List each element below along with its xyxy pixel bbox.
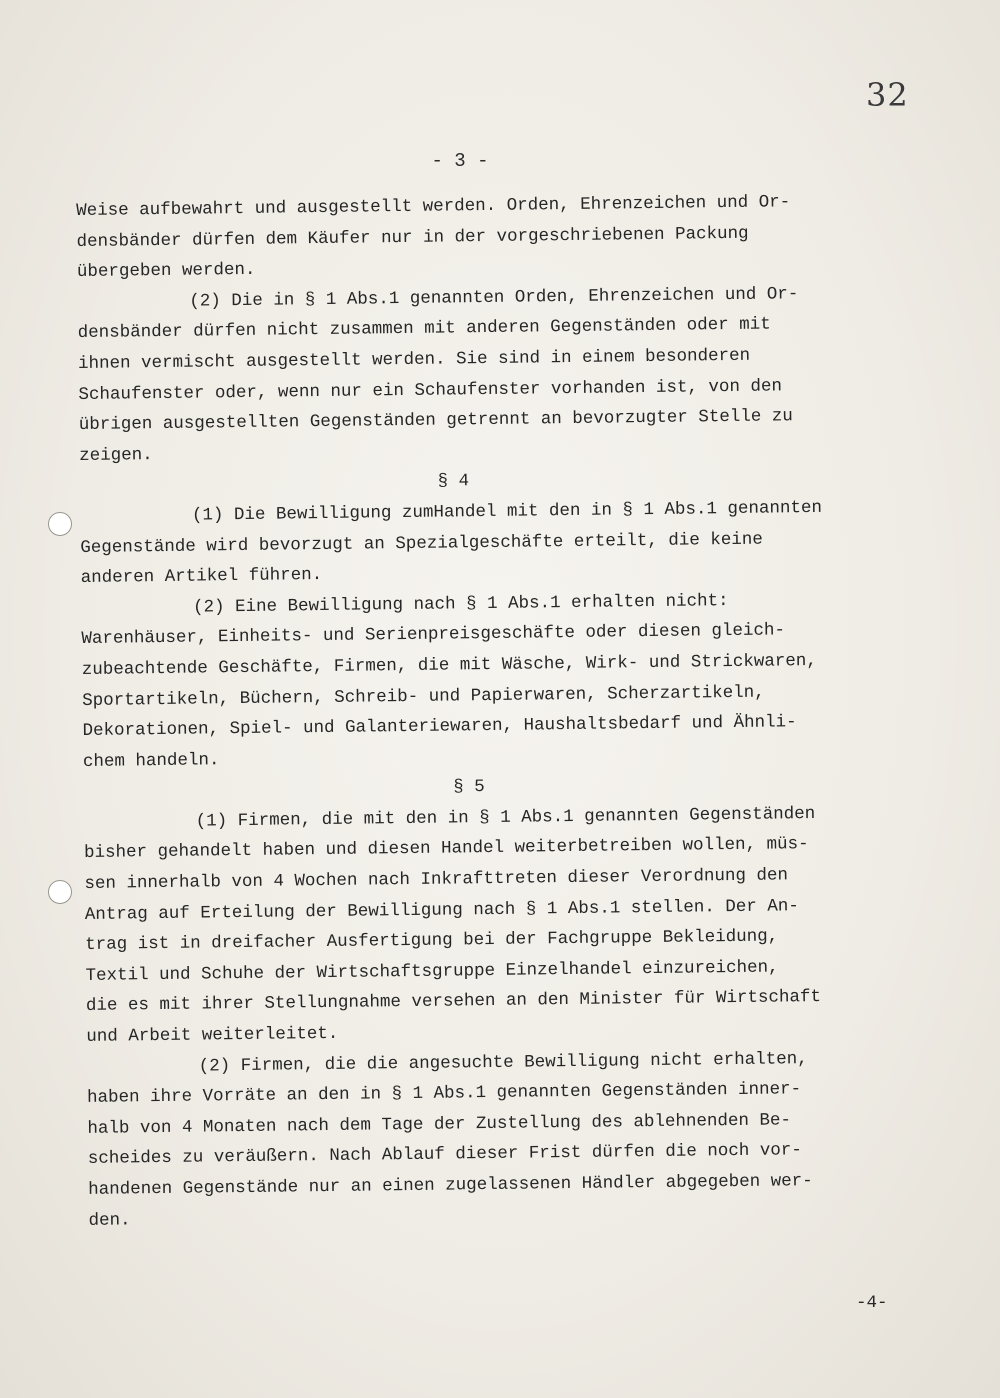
page-number: 32 [866, 76, 909, 114]
text-line: zubeachtende Geschäfte, Firmen, die mit Wäsche, Wirk- und Strickwaren, [81, 650, 817, 680]
paragraph-start: (2) Die in § 1 Abs.1 genannten Orden, Ehrenzeichen und Or- [189, 283, 799, 312]
paragraph-start: (2) Eine Bewilligung nach § 1 Abs.1 erhalten nicht: [192, 590, 729, 618]
text-line: densbänder dürfen dem Käufer nur in der vorgeschriebenen Packung [76, 223, 749, 252]
text-line: zeigen. [79, 444, 153, 466]
text-line: Schaufenster oder, wenn nur ein Schaufenster vorhanden ist, von den [78, 375, 783, 405]
paragraph-start: (1) Die Bewilligung zumHandel mit den in § 1 Abs.1 genannten [191, 497, 823, 526]
text-line: und Arbeit weiterleitet. [86, 1023, 339, 1047]
text-line: anderen Artikel führen. [80, 565, 323, 589]
section-heading-5: § 5 [453, 777, 485, 798]
text-line: haben ihre Vorräte an den in § 1 Abs.1 genannten Gegenständen inner- [86, 1079, 802, 1109]
text-line: densbänder dürfen nicht zusammen mit anderen Gegenständen oder mit [77, 314, 771, 344]
text-line: Gegenstände wird bevorzugt an Spezialgeschäfte erteilt, die keine [80, 529, 763, 558]
text-line: sen innerhalb von 4 Wochen nach Inkrafttreten dieser Verordnung den [84, 865, 789, 895]
text-line: trag ist in dreifacher Ausfertigung bei der Fachgruppe Bekleidung, [85, 926, 779, 956]
text-line: Weise aufbewahrt und ausgestellt werden. Orden, Ehrenzeichen und Or- [76, 192, 791, 221]
punch-hole-lower [48, 880, 72, 904]
text-line: Dekorationen, Spiel- und Galanteriewaren, Haushaltsbedarf und Ähnli- [82, 712, 797, 742]
text-line: Antrag auf Erteilung der Bewilligung nach § 1 Abs.1 stellen. Der An- [84, 895, 799, 925]
section-heading-4: § 4 [437, 471, 470, 492]
text-line: bisher gehandelt haben und diesen Handel weiterbetreiben wollen, müs- [83, 834, 809, 864]
document-body [76, 185, 969, 1236]
text-line: ihnen vermischt ausgestellt werden. Sie sind in einem besonderen [77, 345, 751, 374]
text-line: Warenhäuser, Einheits- und Serienpreisgeschäfte oder diesen gleich- [81, 620, 786, 650]
text-line: den. [88, 1210, 131, 1231]
paragraph-start: (2) Firmen, die die angesuchte Bewilligung nicht erhalten, [198, 1048, 808, 1077]
paragraph-start: (1) Firmen, die mit den in § 1 Abs.1 genannten Gegenständen [195, 803, 816, 832]
punch-hole-upper [48, 512, 72, 536]
text-line: übergeben werden. [76, 260, 256, 283]
text-line: halb von 4 Monaten nach dem Tage der Zustellung des ablehnenden Be- [87, 1110, 792, 1139]
text-line: Textil und Schuhe der Wirtschaftsgruppe Einzelhandel einzureichen, [85, 957, 779, 986]
text-line: handenen Gegenstände nur an einen zugelassenen Händler abgegeben wer- [88, 1171, 813, 1200]
text-line: die es mit ihrer Stellungnahme versehen an den Minister für Wirtschaft [85, 987, 822, 1017]
text-line: Sportartikeln, Büchern, Schreib- und Papierwaren, Scherzartikeln, [82, 682, 765, 711]
text-line: scheides zu veräußern. Nach Ablauf dieser Frist dürfen die noch vor- [87, 1140, 802, 1170]
next-page-marker: -4- [856, 1293, 888, 1313]
text-line: chem handeln. [82, 749, 220, 772]
text-line: übrigen ausgestellten Gegenständen getrennt an bevorzugter Stelle zu [78, 406, 793, 436]
page-marker: - 3 - [431, 150, 489, 172]
